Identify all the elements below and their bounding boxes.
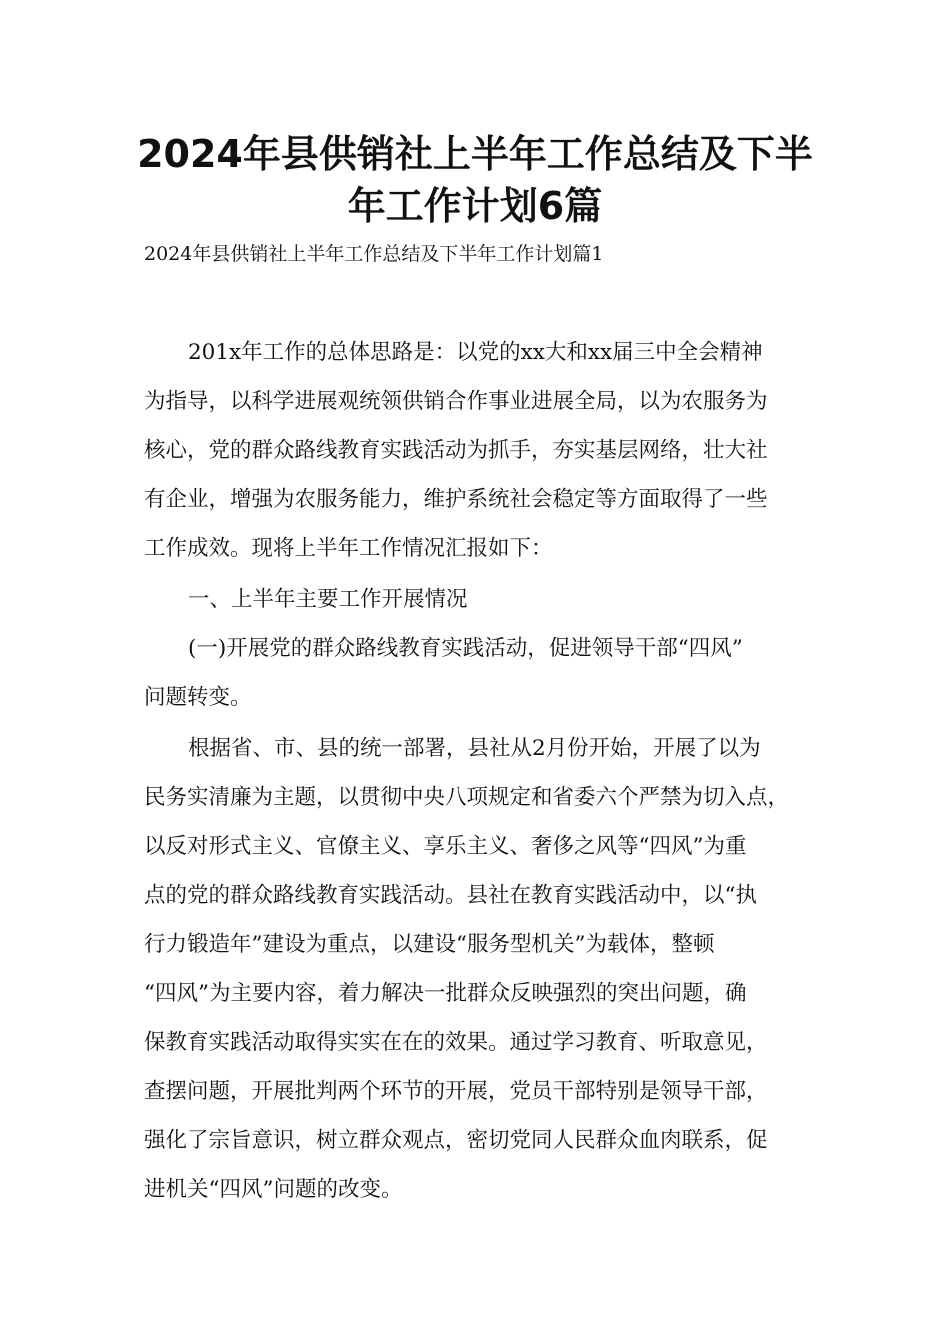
section-heading: 一、上半年主要工作开展情况 bbox=[188, 587, 468, 612]
body-line: 行力锻造年”建设为重点，以建设“服务型机关”为载体，整顿 bbox=[144, 932, 715, 957]
section-subtitle: 2024年县供销社上半年工作总结及下半年工作计划篇1 bbox=[144, 243, 604, 265]
body-line: 201x年工作的总体思路是：以党的xx大和xx届三中全会精神 bbox=[188, 340, 763, 365]
document-title-line-2: 年工作计划6篇 bbox=[347, 184, 603, 228]
body-line: 根据省、市、县的统一部署，县社从2月份开始，开展了以为 bbox=[188, 736, 761, 761]
body-line: 保教育实践活动取得实实在在的效果。通过学习教育、听取意见， bbox=[144, 1030, 768, 1055]
body-line: 问题转变。 bbox=[144, 685, 252, 710]
body-line: 民务实清廉为主题，以贯彻中央八项规定和省委六个严禁为切入点， bbox=[144, 785, 790, 810]
subsection-heading: (一)开展党的群众路线教育实践活动，促进领导干部“四风” bbox=[188, 636, 743, 661]
body-line: 进机关“四风”问题的改变。 bbox=[144, 1177, 403, 1202]
body-line: “四风”为主要内容，着力解决一批群众反映强烈的突出问题，确 bbox=[144, 981, 747, 1006]
body-line: 查摆问题，开展批判两个环节的开展，党员干部特别是领导干部， bbox=[144, 1079, 768, 1104]
body-line: 有企业，增强为农服务能力，维护系统社会稳定等方面取得了一些 bbox=[144, 487, 768, 512]
document-title-line-1: 2024年县供销社上半年工作总结及下半 bbox=[137, 132, 813, 176]
body-line: 强化了宗旨意识，树立群众观点，密切党同人民群众血肉联系，促 bbox=[144, 1128, 768, 1153]
body-line: 以反对形式主义、官僚主义、享乐主义、奢侈之风等“四风”为重 bbox=[144, 834, 747, 859]
body-line: 工作成效。现将上半年工作情况汇报如下： bbox=[144, 536, 553, 561]
body-line: 为指导，以科学进展观统领供销合作事业进展全局，以为农服务为 bbox=[144, 389, 768, 414]
body-line: 核心，党的群众路线教育实践活动为抓手，夯实基层网络，壮大社 bbox=[144, 438, 768, 463]
body-line: 点的党的群众路线教育实践活动。县社在教育实践活动中，以“执 bbox=[144, 883, 757, 908]
